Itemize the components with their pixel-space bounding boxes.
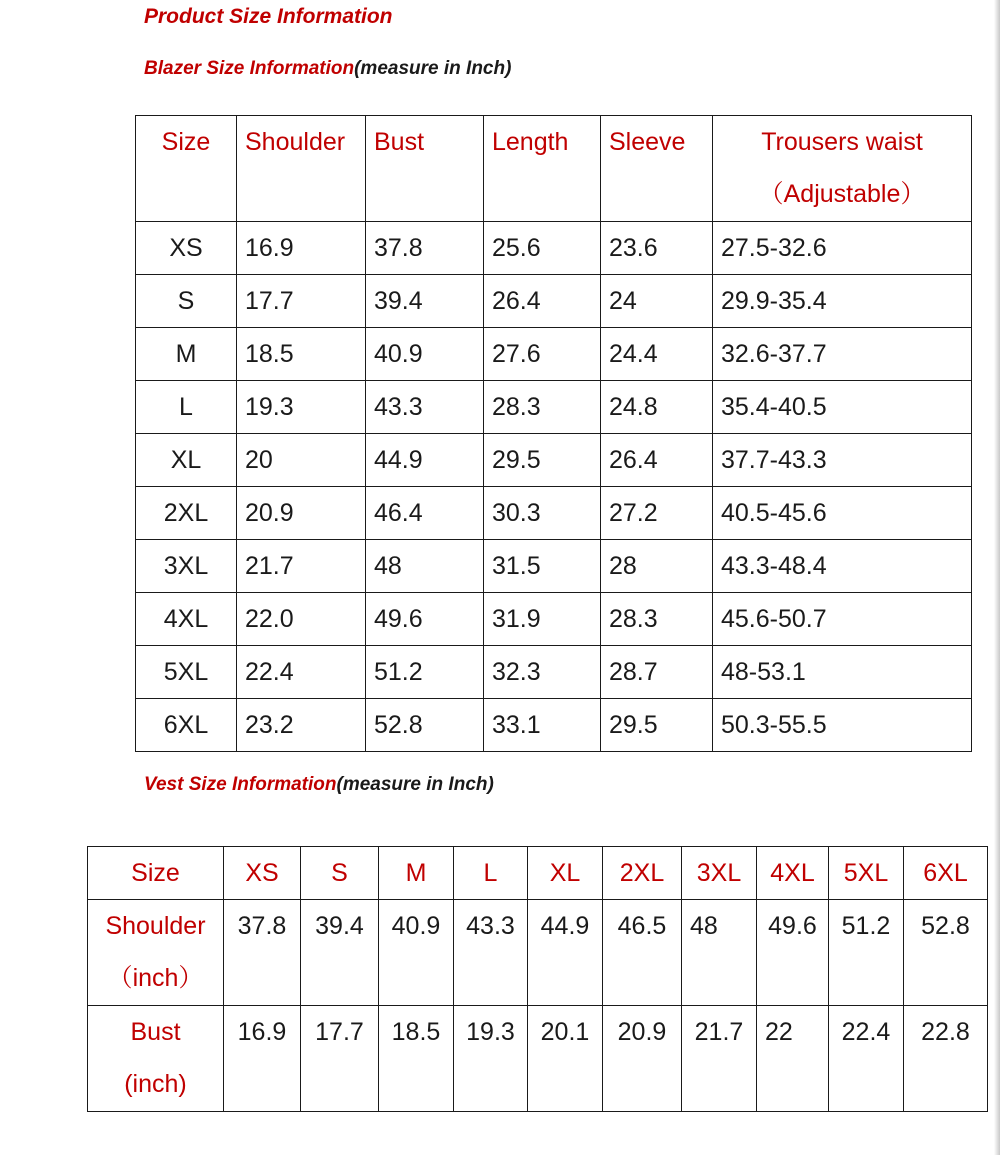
vest-size-header: 3XL [682, 847, 757, 900]
blazer-cell-sleeve: 24.4 [601, 328, 713, 381]
vest-bust-value: 18.5 [379, 1006, 454, 1112]
blazer-cell-shoulder: 23.2 [237, 699, 366, 752]
blazer-cell-sleeve: 23.6 [601, 222, 713, 275]
vest-bust-label [88, 1006, 224, 1112]
vest-bust-value: 20.1 [528, 1006, 603, 1112]
blazer-cell-waist: 43.3-48.4 [713, 540, 972, 593]
blazer-cell-waist: 45.6-50.7 [713, 593, 972, 646]
vest-size-header: L [454, 847, 528, 900]
blazer-cell-sleeve: 26.4 [601, 434, 713, 487]
vest-size-header: 6XL [904, 847, 988, 900]
vest-bust-value: 22 [757, 1006, 829, 1112]
blazer-cell-length: 26.4 [484, 275, 601, 328]
blazer-cell-bust: 52.8 [366, 699, 484, 752]
vest-bust-unit: (inch) [124, 1070, 187, 1098]
page-edge-shadow [994, 0, 1000, 1155]
vest-section-heading [144, 774, 494, 796]
blazer-cell-size: 3XL [136, 540, 237, 593]
blazer-cell-bust: 49.6 [366, 593, 484, 646]
blazer-cell-sleeve: 24.8 [601, 381, 713, 434]
vest-shoulder-row [88, 900, 988, 1006]
blazer-table-row [136, 381, 972, 434]
blazer-cell-waist: 37.7-43.3 [713, 434, 972, 487]
blazer-cell-shoulder: 20.9 [237, 487, 366, 540]
blazer-cell-bust: 48 [366, 540, 484, 593]
vest-shoulder-value: 48 [682, 900, 757, 1006]
blazer-cell-size: XL [136, 434, 237, 487]
vest-shoulder-label-text: Shoulder [105, 912, 206, 940]
vest-shoulder-value: 40.9 [379, 900, 454, 1006]
vest-size-header: XS [224, 847, 301, 900]
blazer-cell-size: 2XL [136, 487, 237, 540]
blazer-cell-waist: 48-53.1 [713, 646, 972, 699]
blazer-cell-waist: 27.5-32.6 [713, 222, 972, 275]
vest-bust-value: 19.3 [454, 1006, 528, 1112]
blazer-cell-length: 28.3 [484, 381, 601, 434]
trousers-waist-note: （Adjustable） [758, 180, 926, 208]
blazer-table-row [136, 222, 972, 275]
blazer-col-shoulder: Shoulder [237, 116, 366, 222]
vest-size-header: M [379, 847, 454, 900]
blazer-table-body [136, 222, 972, 752]
vest-bust-value: 17.7 [301, 1006, 379, 1112]
vest-shoulder-value: 51.2 [829, 900, 904, 1006]
blazer-cell-shoulder: 22.4 [237, 646, 366, 699]
blazer-cell-shoulder: 16.9 [237, 222, 366, 275]
vest-shoulder-value: 39.4 [301, 900, 379, 1006]
blazer-table-row [136, 275, 972, 328]
vest-size-header: 2XL [603, 847, 682, 900]
blazer-cell-shoulder: 19.3 [237, 381, 366, 434]
blazer-table-row [136, 540, 972, 593]
blazer-cell-sleeve: 29.5 [601, 699, 713, 752]
vest-heading-text: Vest Size Information [144, 774, 337, 795]
blazer-cell-size: 5XL [136, 646, 237, 699]
blazer-cell-waist: 50.3-55.5 [713, 699, 972, 752]
blazer-cell-size: S [136, 275, 237, 328]
vest-bust-value: 22.8 [904, 1006, 988, 1112]
blazer-cell-waist: 40.5-45.6 [713, 487, 972, 540]
blazer-col-size: Size [136, 116, 237, 222]
vest-bust-row [88, 1006, 988, 1112]
vest-size-header: S [301, 847, 379, 900]
blazer-cell-bust: 37.8 [366, 222, 484, 275]
blazer-cell-length: 31.5 [484, 540, 601, 593]
vest-shoulder-value: 46.5 [603, 900, 682, 1006]
blazer-col-trousers-waist [713, 116, 972, 222]
blazer-table-row [136, 328, 972, 381]
blazer-cell-length: 33.1 [484, 699, 601, 752]
vest-bust-label-text: Bust [130, 1018, 181, 1046]
vest-bust-value: 16.9 [224, 1006, 301, 1112]
blazer-cell-bust: 39.4 [366, 275, 484, 328]
blazer-cell-shoulder: 20 [237, 434, 366, 487]
blazer-col-length: Length [484, 116, 601, 222]
blazer-header-row [136, 116, 972, 222]
blazer-cell-bust: 43.3 [366, 381, 484, 434]
page-title [144, 5, 393, 29]
trousers-waist-label: Trousers waist [761, 128, 923, 156]
vest-shoulder-value: 49.6 [757, 900, 829, 1006]
blazer-cell-length: 32.3 [484, 646, 601, 699]
blazer-cell-size: L [136, 381, 237, 434]
blazer-cell-shoulder: 17.7 [237, 275, 366, 328]
vest-size-header: XL [528, 847, 603, 900]
vest-shoulder-value: 37.8 [224, 900, 301, 1006]
blazer-cell-length: 31.9 [484, 593, 601, 646]
blazer-cell-bust: 40.9 [366, 328, 484, 381]
page-title-text: Product Size Information [144, 5, 393, 28]
blazer-cell-bust: 44.9 [366, 434, 484, 487]
vest-size-header: 4XL [757, 847, 829, 900]
vest-size-header: 5XL [829, 847, 904, 900]
blazer-heading-note: (measure in Inch) [354, 58, 512, 79]
blazer-cell-sleeve: 24 [601, 275, 713, 328]
vest-shoulder-unit: （inch） [107, 964, 204, 992]
blazer-table-row [136, 593, 972, 646]
blazer-cell-size: XS [136, 222, 237, 275]
vest-bust-value: 22.4 [829, 1006, 904, 1112]
vest-shoulder-value: 52.8 [904, 900, 988, 1006]
blazer-cell-waist: 32.6-37.7 [713, 328, 972, 381]
blazer-section-heading [144, 58, 511, 80]
vest-bust-value: 20.9 [603, 1006, 682, 1112]
vest-size-table [87, 846, 988, 1112]
blazer-col-sleeve: Sleeve [601, 116, 713, 222]
vest-heading-note: (measure in Inch) [336, 774, 494, 795]
blazer-cell-shoulder: 21.7 [237, 540, 366, 593]
blazer-cell-waist: 35.4-40.5 [713, 381, 972, 434]
vest-bust-value: 21.7 [682, 1006, 757, 1112]
blazer-cell-sleeve: 28 [601, 540, 713, 593]
blazer-cell-waist: 29.9-35.4 [713, 275, 972, 328]
blazer-cell-length: 30.3 [484, 487, 601, 540]
blazer-heading-text: Blazer Size Information [144, 58, 355, 79]
blazer-cell-sleeve: 28.3 [601, 593, 713, 646]
vest-shoulder-value: 44.9 [528, 900, 603, 1006]
blazer-table-row [136, 646, 972, 699]
blazer-cell-size: M [136, 328, 237, 381]
blazer-cell-bust: 51.2 [366, 646, 484, 699]
vest-shoulder-value: 43.3 [454, 900, 528, 1006]
blazer-table-row [136, 699, 972, 752]
blazer-cell-shoulder: 22.0 [237, 593, 366, 646]
blazer-cell-size: 4XL [136, 593, 237, 646]
blazer-table-row [136, 434, 972, 487]
blazer-cell-sleeve: 28.7 [601, 646, 713, 699]
blazer-cell-length: 25.6 [484, 222, 601, 275]
blazer-col-bust: Bust [366, 116, 484, 222]
blazer-cell-bust: 46.4 [366, 487, 484, 540]
vest-size-row [88, 847, 988, 900]
blazer-table-row [136, 487, 972, 540]
blazer-cell-sleeve: 27.2 [601, 487, 713, 540]
blazer-cell-shoulder: 18.5 [237, 328, 366, 381]
blazer-cell-length: 27.6 [484, 328, 601, 381]
vest-size-label: Size [88, 847, 224, 900]
blazer-cell-length: 29.5 [484, 434, 601, 487]
vest-shoulder-label [88, 900, 224, 1006]
blazer-cell-size: 6XL [136, 699, 237, 752]
blazer-size-table [135, 115, 972, 752]
